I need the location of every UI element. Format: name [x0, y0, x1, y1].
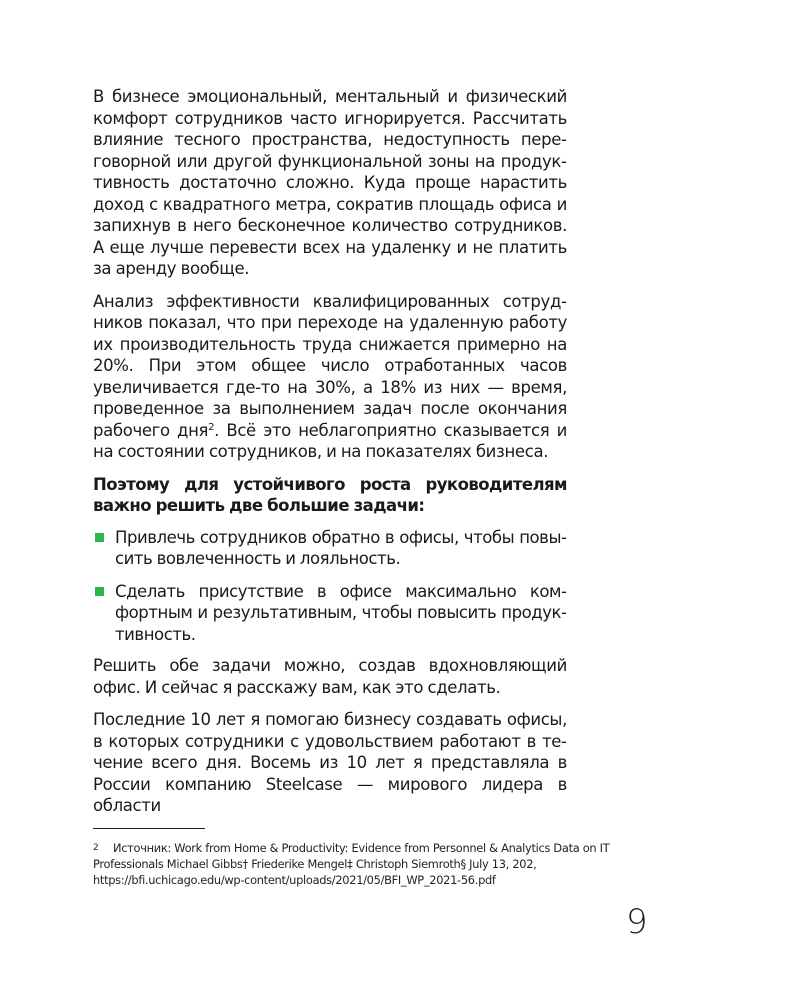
footnote-marker: 2 — [93, 843, 99, 853]
paragraph-3: Решить обе задачи можно, создав вдохновляющий офис. И сейчас я расскажу вам, как это сделать. — [93, 656, 567, 697]
list-item-text: Привлечь сотрудников обратно в офисы, чтобы повысить вовлеченность и лояльность. — [115, 527, 567, 568]
footnote — [93, 840, 633, 888]
paragraph-2-text-start: Анализ эффективности квалифицированных сотрудников показал, что при переходе на удаленную работу их производительность труда снижается примерно на 20%. При этом общее число отработанных часов увеличивается где-то на 30%, а 18% из них — время, проведенное за выполнением задач после окончания рабочего дня — [93, 291, 567, 440]
paragraph-2 — [93, 291, 567, 463]
green-square-bullet-icon — [95, 587, 104, 596]
page-number: 9 — [626, 902, 648, 942]
list-item — [93, 527, 567, 570]
footnote-reference: 2 — [208, 421, 215, 433]
footnote-divider — [93, 828, 205, 829]
list-item — [93, 581, 567, 646]
task-list — [93, 527, 567, 646]
main-text — [93, 86, 567, 817]
list-item-text: Сделать присутствие в офисе максимально комфортным и результативным, чтобы повысить продуктивность. — [115, 581, 567, 644]
lead-statement: Поэтому для устойчивого роста руководителям важно решить две большие задачи: — [93, 474, 567, 515]
paragraph-2-text-end: . Всё это неблагоприятно сказывается и на состоянии сотрудников, и на показателях бизнеса. — [93, 420, 568, 461]
footnote-text: Источник: Work from Home & Productivity: Evidence from Personnel & Analytics Data on IT Professionals Michael Gibbs† Friederike Mengel‡ Christoph Siemroth§ July 13, 202, https://bfi.uchicago.edu/wp-content/uploads/2021/05/BFI_WP_2021-56.pdf — [93, 841, 610, 887]
paragraph-4: Последние 10 лет я помогаю бизнесу создавать офисы, в которых сотрудники с удовольствием работают в течение всего дня. Восемь из 10 лет я представляла в России компанию Steelcase — мирового лидера в области — [93, 710, 567, 815]
paragraph-1: В бизнесе эмоциональный, ментальный и физический комфорт сотрудников часто игнорируется. Рассчитать влияние тесного пространства, недоступность переговорной или другой функциональной зоны на продуктивность достаточно сложно. Куда проще нарастить доход с квадратного метра, сократив площадь офиса и запихнув в него бесконечное количество сотрудников. А еще лучше перевести всех на удаленку и не платить за аренду вообще. — [93, 87, 567, 278]
green-square-bullet-icon — [95, 533, 104, 542]
